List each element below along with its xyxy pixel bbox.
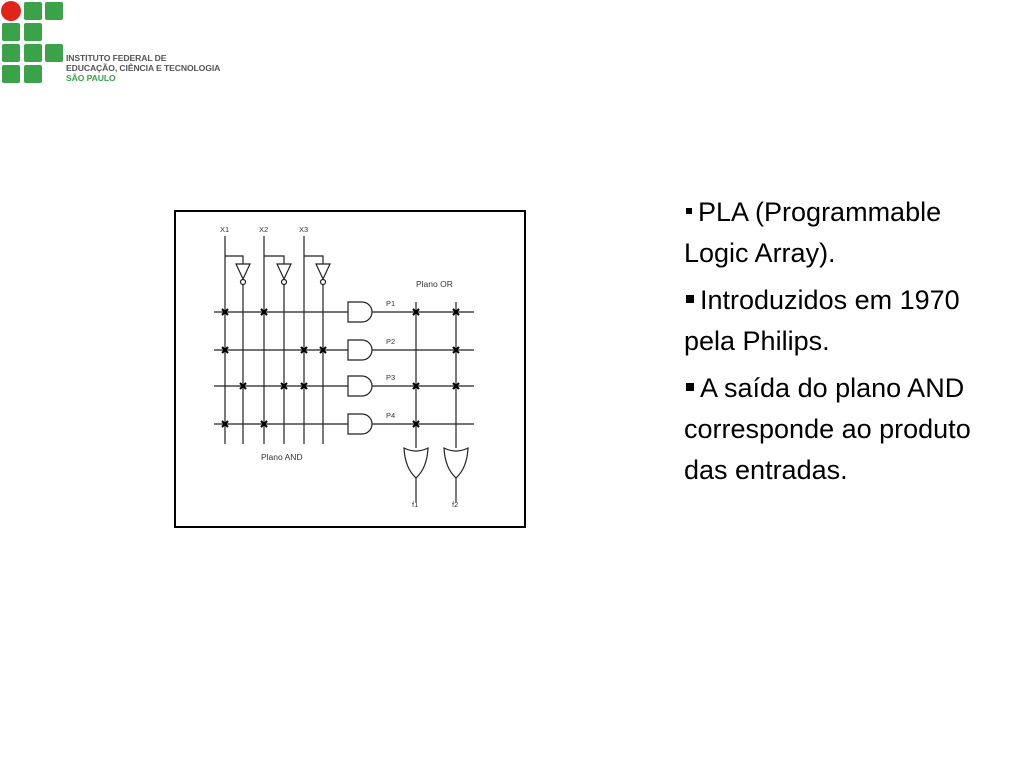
logo-square xyxy=(2,65,20,83)
square-bullet-icon xyxy=(686,383,694,391)
square-bullet-icon xyxy=(686,208,692,214)
bullet-item xyxy=(684,368,984,491)
logo-square xyxy=(45,44,63,62)
product-label-p4: P4 xyxy=(386,411,396,420)
bullet-list xyxy=(684,192,984,497)
product-label-p3: P3 xyxy=(386,373,396,382)
logo-line-1: INSTITUTO FEDERAL DE xyxy=(66,53,167,63)
or-plane-label: Plano OR xyxy=(416,279,453,289)
logo-mark-icon xyxy=(0,0,70,90)
input-label-x1: X1 xyxy=(220,225,230,234)
logo-line-3: SÃO PAULO xyxy=(66,73,116,83)
logo-square xyxy=(24,44,42,62)
square-bullet-icon xyxy=(686,295,694,303)
logo-square xyxy=(2,23,20,41)
and-plane-label: Plano AND xyxy=(261,452,303,462)
bullet-text: Introduzidos em 1970 pela Philips. xyxy=(684,285,960,356)
bullet-item xyxy=(684,192,984,274)
bullet-text: PLA (Programmable Logic Array). xyxy=(684,197,942,268)
logo-square xyxy=(45,2,63,20)
institution-logo xyxy=(0,0,230,90)
input-label-x3: X3 xyxy=(299,225,309,234)
logo-square xyxy=(24,23,42,41)
logo-square xyxy=(24,65,42,83)
logo-square xyxy=(24,2,42,20)
logo-red-dot xyxy=(1,1,21,21)
logo-square xyxy=(2,44,20,62)
bullet-text: A saída do plano AND corresponde ao produto das entradas. xyxy=(684,373,971,485)
pla-diagram-svg xyxy=(176,212,524,526)
output-label-f1: f1 xyxy=(412,500,419,509)
input-label-x2: X2 xyxy=(259,225,269,234)
pla-diagram xyxy=(174,210,526,528)
output-label-f2: f2 xyxy=(452,500,459,509)
product-label-p2: P2 xyxy=(386,337,396,346)
logo-text xyxy=(66,53,220,83)
bullet-item xyxy=(684,280,984,362)
logo-line-2: EDUCAÇÃO, CIÊNCIA E TECNOLOGIA xyxy=(66,63,221,73)
product-label-p1: P1 xyxy=(386,299,396,308)
